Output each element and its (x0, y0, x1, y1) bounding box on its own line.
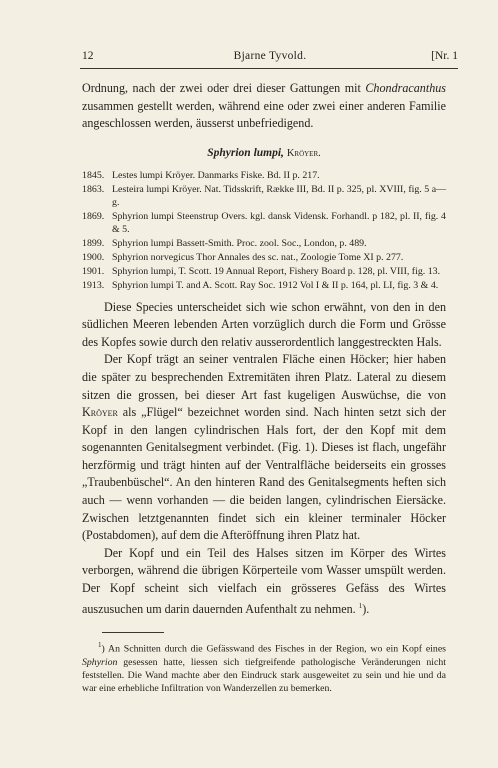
page-number: 12 (82, 50, 94, 62)
reference-text: Sphyrion lumpi Bassett-Smith. Proc. zool. Soc., London, p. 489. (112, 237, 367, 249)
reference-year: 1869. (82, 211, 105, 223)
reference-text: Lesteira lumpi Kröyer. Nat. Tidsskrift, Række III, Bd. II p. 325, pl. XVIII, fig. 5 a—g. (112, 184, 446, 209)
reference-year: 1899. (82, 237, 105, 249)
reference-year: 1845. (82, 170, 105, 182)
synonymy-list (82, 170, 446, 292)
reference-item (82, 238, 446, 251)
reference-item (82, 170, 446, 183)
footnote-text: ) An Schnitten durch die Gefässwand des Fisches in der Region, wo ein Kopf eines (101, 643, 446, 655)
species-name: Sphyrion lumpi, (207, 146, 284, 159)
running-header (82, 50, 458, 64)
reference-text: Sphyrion lumpi, T. Scott. 19 Annual Report, Fishery Board p. 128, pl. VIII, fig. 13. (112, 265, 441, 277)
paragraph-species: Diese Species unterscheidet sich wie schon erwähnt, von den in den südlichen Meeren lebenden Arten vorzüglich durch die Form und Grösse des Kopfes sowie durch den relativ ausserordentlich langgestreckten Hals. (82, 299, 446, 349)
species-heading (82, 145, 446, 163)
intro-text-end: zusammen gestellt werden, während eine oder zwei einer anderen Familie angeschlossen werden, äusserst unbefriedigend. (82, 98, 446, 131)
paragraph-head-text: Der Kopf trägt an seiner ventralen Fläche einen Höcker; hier haben die später zu besprechenden Extremitäten ihren Platz. Lateral zu diesem sitzen die grossen, bei dieser Art fast kugeligen Auswüchse, die von (82, 352, 446, 402)
issue-reference: [Nr. 1 (431, 50, 458, 62)
footnote-genus: Sphyrion (82, 656, 118, 668)
reference-item (82, 252, 446, 265)
reference-item (82, 184, 446, 210)
paragraph-host (82, 545, 446, 618)
genus-name: Chondracanthus (365, 81, 446, 95)
reference-text: Sphyrion norvegicus Thor Annales des sc. nat., Zoologie Tome XI p. 277. (112, 251, 404, 263)
running-title: Bjarne Tyvold. (233, 50, 307, 62)
main-text (82, 80, 446, 695)
footnote-number: 1 (98, 641, 102, 650)
reference-text: Sphyrion lumpi Steenstrup Overs. kgl. dansk Vidensk. Forhandl. p 182, pl. II, fig. 4 & 5. (112, 211, 446, 235)
reference-year: 1901. (82, 265, 105, 277)
species-author: Kröyer. (286, 147, 321, 159)
paragraph-head-text-end: als „Flügel“ bezeichnet worden sind. Nach hinten setzt sich der Kopf in den langen cylindrischen Hals fort, der den Kopf mit dem sogenannten Genitalsegment verbindet. (Fig. 1). Dieses ist flach, ungefähr herzförmig und trägt hinten auf der Ventralfläche beiderseits ein grosses „Traubenbüschel“. An den hinteren Rand des Genitalsegments heften sich auch — wenn vorhanden — die beiden langen, cylindrischen Eiersäcke. Zwischen letztgenannten findet sich ein kleiner terminaler Höcker (Postabdomen), auf dem die Afteröffnung ihren Platz hat. (82, 405, 446, 543)
intro-paragraph (82, 80, 446, 133)
reference-item (82, 280, 446, 293)
reference-year: 1913. (82, 279, 105, 291)
footnote-marker: 1 (358, 601, 363, 610)
reference-year: 1900. (82, 251, 105, 263)
reference-year: 1863. (82, 184, 105, 196)
paragraph-head (82, 351, 446, 545)
paragraph-host-end: ). (362, 601, 370, 616)
author-name: Kröyer (82, 405, 118, 420)
paragraph-host-text: Der Kopf und ein Teil des Halses sitzen im Körper des Wirtes verborgen, während die übrigen Körperteile vom Wasser umspült werden. Der Kopf scheint sich vielfach ein grösseres Gefäss des Wirtes auszusuchen um darin dauernden Aufenthalt zu nehmen. (82, 545, 446, 616)
footnote (82, 639, 446, 695)
footnote-text-end: gesessen hatte, liessen sich tiefgreifende pathologische Veränderungen nicht feststellen. Die Wand machte aber den Eindruck stark ausgeweitet zu sein und hie und da war eine erhebliche Infiltration von Wanderzellen zu bemerken. (82, 656, 446, 695)
footnote-rule (102, 632, 164, 633)
reference-item (82, 211, 446, 237)
reference-text: Lestes lumpi Kröyer. Danmarks Fiske. Bd. II p. 217. (112, 170, 320, 182)
header-rule (80, 68, 458, 69)
intro-text: Ordnung, nach der zwei oder drei dieser Gattungen mit (82, 81, 366, 95)
reference-item (82, 266, 446, 279)
reference-text: Sphyrion lumpi T. and A. Scott. Ray Soc. 1912 Vol I & II p. 164, pl. LI, fig. 3 & 4. (112, 279, 439, 291)
